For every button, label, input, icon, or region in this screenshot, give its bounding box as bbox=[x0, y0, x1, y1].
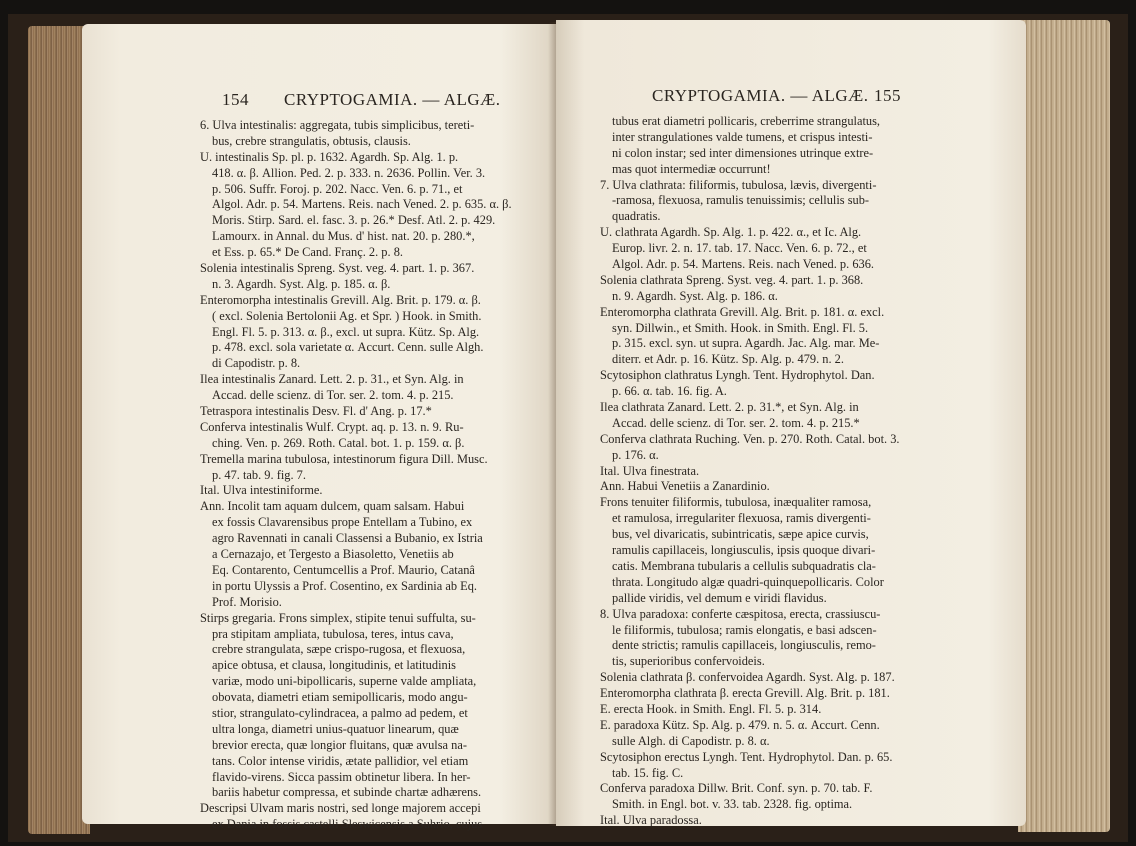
text-line: Eq. Contarento, Centumcellis a Prof. Maurio, Catanâ bbox=[212, 562, 475, 577]
text-line: Ital. Ulva finestrata. bbox=[600, 463, 700, 478]
text-line: bariis habetur compressa, et subinde chartæ adhærens. bbox=[212, 785, 482, 800]
text-line: et Ess. p. 65.* De Cand. Franç. 2. p. 8. bbox=[212, 245, 403, 260]
text-line: U. clathrata Agardh. Sp. Alg. 1. p. 422. α., et Ic. Alg. bbox=[600, 225, 862, 240]
text-line: dente strictis; ramulis capillaceis, longiusculis, remo- bbox=[612, 638, 876, 653]
text-line: Ital. Ulva intestiniforme. bbox=[200, 483, 323, 498]
text-line: Algol. Adr. p. 54. Martens. Reis. nach Vened. p. 636. bbox=[612, 257, 875, 272]
text-line: p. 315. excl. syn. ut supra. Agardh. Jac. Alg. mar. Me- bbox=[612, 336, 880, 351]
text-line: Scytosiphon clathratus Lyngh. Tent. Hydrophytol. Dan. bbox=[600, 368, 875, 383]
text-line: catis. Membrana tubularis a cellulis subquadratis cla- bbox=[612, 558, 876, 573]
text-line: Tremella marina tubulosa, intestinorum figura Dill. Musc. bbox=[200, 451, 488, 466]
text-line: p. 47. tab. 9. fig. 7. bbox=[212, 467, 306, 482]
right-page-number: 155 bbox=[874, 86, 901, 105]
text-line: syn. Dillwin., et Smith. Hook. in Smith. Engl. Fl. 5. bbox=[612, 320, 869, 335]
text-line: U. intestinalis Sp. pl. p. 1632. Agardh. Sp. Alg. 1. p. bbox=[200, 149, 459, 164]
left-page bbox=[82, 24, 558, 832]
right-running-title: CRYPTOGAMIA. — ALGÆ. bbox=[652, 86, 869, 105]
text-line: Smith. in Engl. bot. v. 33. tab. 2328. fig. optima. bbox=[612, 797, 853, 812]
text-line: Lamourx. in Annal. du Mus. d' hist. nat. 20. p. 280.*, bbox=[212, 229, 475, 244]
text-line: E. erecta Hook. in Smith. Engl. Fl. 5. p. 314. bbox=[600, 701, 822, 716]
text-line: Enteromorpha clathrata β. erecta Grevill. Alg. Brit. p. 181. bbox=[600, 686, 890, 701]
text-line: ( excl. Solenia Bertolonii Ag. et Spr. ) Hook. in Smith. bbox=[212, 308, 482, 323]
text-line: Conferva intestinalis Wulf. Crypt. aq. p. 13. n. 9. Ru- bbox=[200, 419, 464, 434]
text-line: variæ, modo uni-bipollicaris, superne valde ampliata, bbox=[212, 674, 477, 689]
text-line: Ann. Incolit tam aquam dulcem, quam salsam. Habui bbox=[200, 499, 465, 514]
text-line: di Capodistr. p. 8. bbox=[212, 356, 301, 371]
text-line: a Cernazajo, et Tergesto a Biasoletto, Venetiis ab bbox=[212, 547, 454, 562]
text-line: tubus erat diametri pollicaris, creberrime strangulatus, bbox=[612, 114, 881, 128]
text-line: ex Dania in fossis castelli Sleswicensis a Suhrio, cujus bbox=[212, 817, 483, 832]
text-line: Solenia clathrata Spreng. Syst. veg. 4. part. 1. p. 368. bbox=[600, 272, 864, 287]
text-line: sulle Algh. di Capodistr. p. 8. α. bbox=[612, 733, 770, 748]
text-line: Ital. Ulva paradossa. bbox=[600, 813, 702, 828]
text-line: thrata. Longitudo algæ quadri-quinquepollicaris. Color bbox=[612, 574, 884, 589]
text-line: et ramulosa, irregulariter flexuosa, ramis divergenti- bbox=[612, 511, 871, 526]
text-line: Solenia intestinalis Spreng. Syst. veg. 4. part. 1. p. 367. bbox=[200, 261, 475, 276]
left-running-title: CRYPTOGAMIA. — ALGÆ. bbox=[284, 90, 501, 109]
text-line: Ilea intestinalis Zanard. Lett. 2. p. 31., et Syn. Alg. in bbox=[200, 372, 464, 387]
text-line: Descripsi Ulvam maris nostri, sed longe majorem accepi bbox=[200, 801, 481, 816]
right-page bbox=[556, 20, 1026, 826]
text-line: crebre strangulata, sæpe crispo-rugosa, et flexuosa, bbox=[212, 642, 466, 657]
text-line: ni colon instar; sed inter dimensiones utrinque extre- bbox=[612, 145, 874, 160]
text-line: le filiformis, tubulosa; ramis elongatis, e basi adscen- bbox=[612, 622, 877, 637]
left-page-text bbox=[200, 118, 546, 833]
left-page-number: 154 bbox=[222, 90, 249, 109]
text-line: p. 66. α. tab. 16. fig. A. bbox=[612, 384, 727, 399]
text-line: apice obtusa, et clausa, longitudinis, et latitudinis bbox=[212, 658, 456, 673]
text-line: Engl. Fl. 5. p. 313. α. β., excl. ut supra. Kütz. Sp. Alg. bbox=[212, 324, 480, 339]
text-line: Tetraspora intestinalis Desv. Fl. d' Ang. p. 17.* bbox=[200, 404, 432, 419]
text-line: Accad. delle scienz. di Tor. ser. 2. tom. 4. p. 215. bbox=[212, 388, 454, 403]
text-line: Accad. delle scienz. di Tor. ser. 2. tom. 4. p. 215.* bbox=[612, 415, 860, 430]
text-line: brevior erecta, quæ longior fluitans, quæ avulsa na- bbox=[212, 737, 467, 752]
text-line: bus, vel divaricatis, subintricatis, sæpe apice curvis, bbox=[612, 527, 869, 542]
text-line: pra stipitam ampliata, tubulosa, teres, intus cava, bbox=[212, 626, 454, 641]
left-page-header bbox=[82, 90, 558, 114]
text-line: ex fossis Clavarensibus prope Entellam a Tubino, ex bbox=[212, 515, 473, 530]
text-line: in portu Ulyssis a Prof. Cosentino, ex Sardinia ab Eq. bbox=[212, 578, 477, 593]
text-line: p. 506. Suffr. Foroj. p. 202. Nacc. Ven. 6. p. 71., et bbox=[212, 181, 463, 196]
text-line: inter strangulationes valde tumens, et crispus intesti- bbox=[612, 129, 873, 144]
text-line: Moris. Stirp. Sard. el. fasc. 3. p. 26.* Desf. Atl. 2. p. 429. bbox=[212, 213, 496, 228]
text-line: Enteromorpha intestinalis Grevill. Alg. Brit. p. 179. α. β. bbox=[200, 292, 481, 307]
left-page-edges bbox=[28, 26, 90, 834]
text-line: p. 176. α. bbox=[612, 447, 659, 462]
text-line: 6. Ulva intestinalis: aggregata, tubis simplicibus, tereti- bbox=[200, 118, 475, 132]
text-line: Algol. Adr. p. 54. Martens. Reis. nach Vened. 2. p. 635. α. β. bbox=[212, 197, 512, 212]
right-page-text bbox=[600, 114, 950, 829]
text-line: -ramosa, flexuosa, ramulis tenuissimis; cellulis sub- bbox=[612, 193, 870, 208]
text-line: E. paradoxa Kütz. Sp. Alg. p. 479. n. 5. α. Accurt. Cenn. bbox=[600, 717, 880, 732]
text-line: 418. α. β. Allion. Ped. 2. p. 333. n. 2636. Pollin. Ver. 3. bbox=[212, 165, 486, 180]
text-line: 8. Ulva paradoxa: conferte cæspitosa, erecta, crassiuscu- bbox=[600, 606, 881, 621]
text-line: 7. Ulva clathrata: filiformis, tubulosa, lævis, divergenti- bbox=[600, 177, 877, 192]
text-line: n. 3. Agardh. Syst. Alg. p. 185. α. β. bbox=[212, 276, 391, 291]
text-line: ultra longa, diametri unius-quatuor linearum, quæ bbox=[212, 721, 459, 736]
text-line: tans. Color intense viridis, ætate pallidior, vel etiam bbox=[212, 753, 469, 768]
text-line: tab. 15. fig. C. bbox=[612, 765, 684, 780]
text-line: bus, crebre strangulatis, obtusis, clausis. bbox=[212, 133, 411, 148]
text-line: Ilea clathrata Zanard. Lett. 2. p. 31.*, et Syn. Alg. in bbox=[600, 400, 859, 415]
text-line: Stirps gregaria. Frons simplex, stipite tenui suffulta, su- bbox=[200, 610, 476, 625]
text-line: Conferva clathrata Ruching. Ven. p. 270. Roth. Catal. bot. 3. bbox=[600, 431, 900, 446]
text-line: Europ. livr. 2. n. 17. tab. 17. Nacc. Ven. 6. p. 72., et bbox=[612, 241, 867, 256]
text-line: stior, strangulato-cylindracea, a palmo ad pedem, et bbox=[212, 705, 468, 720]
text-line: n. 9. Agardh. Syst. Alg. p. 186. α. bbox=[612, 288, 778, 303]
text-line: Ann. Habui Venetiis a Zanardinio. bbox=[600, 479, 770, 494]
text-line: agro Ravennati in canali Classensi a Bubanio, ex Istria bbox=[212, 531, 483, 546]
text-line: Conferva paradoxa Dillw. Brit. Conf. syn. p. 70. tab. F. bbox=[600, 781, 873, 796]
text-line: Scytosiphon erectus Lyngh. Tent. Hydrophytol. Dan. p. 65. bbox=[600, 749, 893, 764]
text-line: tis, superioribus confervoideis. bbox=[612, 654, 765, 669]
text-line: p. 478. excl. sola varietate α. Accurt. Cenn. sulle Algh. bbox=[212, 340, 484, 355]
right-page-header bbox=[556, 86, 1026, 110]
text-line: obovata, diametri etiam semipollicaris, modo angu- bbox=[212, 690, 468, 705]
text-line: Solenia clathrata β. confervoidea Agardh. Syst. Alg. p. 187. bbox=[600, 670, 895, 685]
text-line: ching. Ven. p. 269. Roth. Catal. bot. 1. p. 159. α. β. bbox=[212, 435, 465, 450]
text-line: flavido-virens. Sicca passim obtinetur libera. In her- bbox=[212, 769, 471, 784]
text-line: Enteromorpha clathrata Grevill. Alg. Brit. p. 181. α. excl. bbox=[600, 304, 885, 319]
text-line: Frons tenuiter filiformis, tubulosa, inæqualiter ramosa, bbox=[600, 495, 872, 510]
text-line: mas quot intermediæ occurrunt! bbox=[612, 161, 771, 176]
text-line: diterr. et Adr. p. 16. Kütz. Sp. Alg. p. 479. n. 2. bbox=[612, 352, 844, 367]
text-line: quadratis. bbox=[612, 209, 661, 224]
text-line: ramulis capillaceis, longiusculis, ipsis quoque divari- bbox=[612, 543, 876, 558]
text-line: pallide viridis, vel demum e viridi flavidus. bbox=[612, 590, 827, 605]
right-page-edges bbox=[1018, 20, 1110, 832]
text-line: Prof. Morisio. bbox=[212, 594, 282, 609]
